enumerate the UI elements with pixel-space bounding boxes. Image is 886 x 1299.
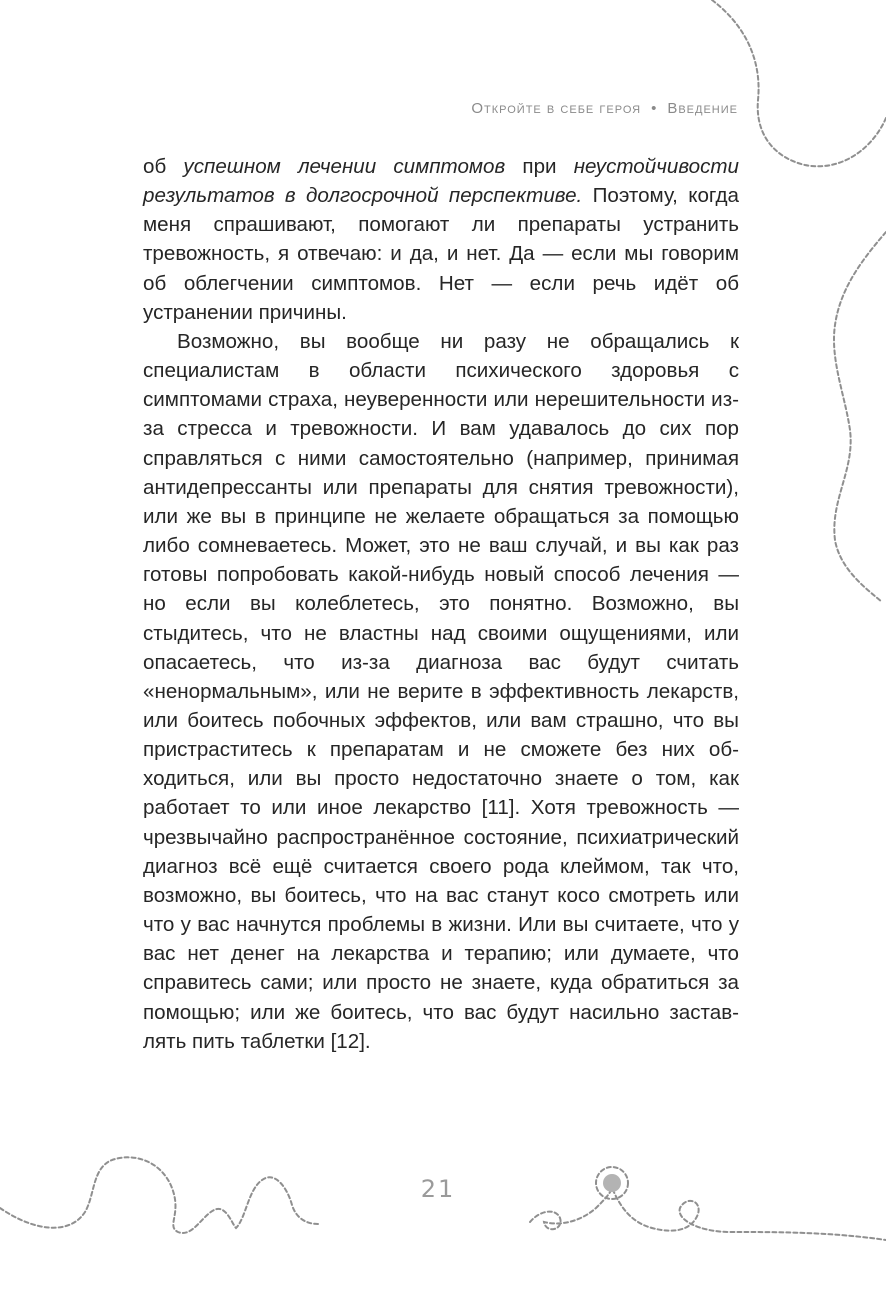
page-number: 21	[420, 1175, 456, 1203]
text-run: Поэтому, когда меня спрашивают, помогают ли препараты устранить тревожность, я отвечаю: и да, и нет. Да — если мы говорим об облегчении симптомов. Нет — если речь идёт об устранении причины.	[143, 184, 739, 324]
body-text	[143, 152, 739, 1056]
ornament-bottom-left-doodle	[0, 1157, 318, 1233]
ornament-right-wave	[834, 232, 886, 602]
paragraph-2	[143, 327, 739, 1056]
running-head-separator: •	[651, 100, 658, 117]
ornament-ring	[596, 1167, 628, 1199]
ornament-top-right-swirl	[712, 0, 886, 166]
running-head-chapter: Введение	[667, 100, 738, 117]
text-run: при	[505, 155, 574, 178]
ornament-dot	[603, 1174, 621, 1192]
text-run: об	[143, 155, 184, 178]
running-head	[471, 100, 738, 117]
italic-text-run: успешном лечении симптомов	[183, 155, 506, 178]
italic-text-run: неустойчивости результатов в долгосрочной перспективе.	[143, 155, 739, 208]
running-head-book-title: Откройте в себе героя	[471, 100, 642, 117]
ornament-bottom-right-doodle	[530, 1188, 886, 1240]
text-run: Возможно, вы вообще ни разу не обращались к специалистам в области психического здоровья с симптомами страха, неуверенности или нерешительности из-за стресса и тревожности. И вам удавалось до сих пор справляться с ними самостоятельно (например, принимая антидепрессанты или препараты для снятия тревожности), или же вы в принципе не желаете обращаться за помощью либо сомневаетесь. Может, это не ваш случай, и вы как раз готовы попробовать какой-нибудь новый способ лечения — но если вы колеблетесь, это понятно. Возможно, вы стыдитесь, что не властны над своими ощущениями, или опасаетесь, что из-за диагноза вас будут считать «ненормальным», или не верите в эффективность лекарств, или боитесь побочных эффектов, или вам страшно, что вы пристраститесь к препаратам и не сможете без них обходиться, или вы просто недостаточно знаете о том, как работает то или иное лекарство [11]. Хотя тревожность — чрезвычайно распространённое состояние, психиатрический диагноз всё ещё считается своего рода клеймом, так что, возможно, вы боитесь, что на вас станут косо смотреть или что у вас начнутся проблемы в жизни. Или вы считаете, что у вас нет денег на лекарства и терапию; или думаете, что справитесь сами; или просто не знаете, куда обратиться за помощью; или же боитесь, что вас будут насильно заставлять пить таблетки [12].	[143, 329, 739, 1053]
paragraph-1	[143, 152, 739, 327]
